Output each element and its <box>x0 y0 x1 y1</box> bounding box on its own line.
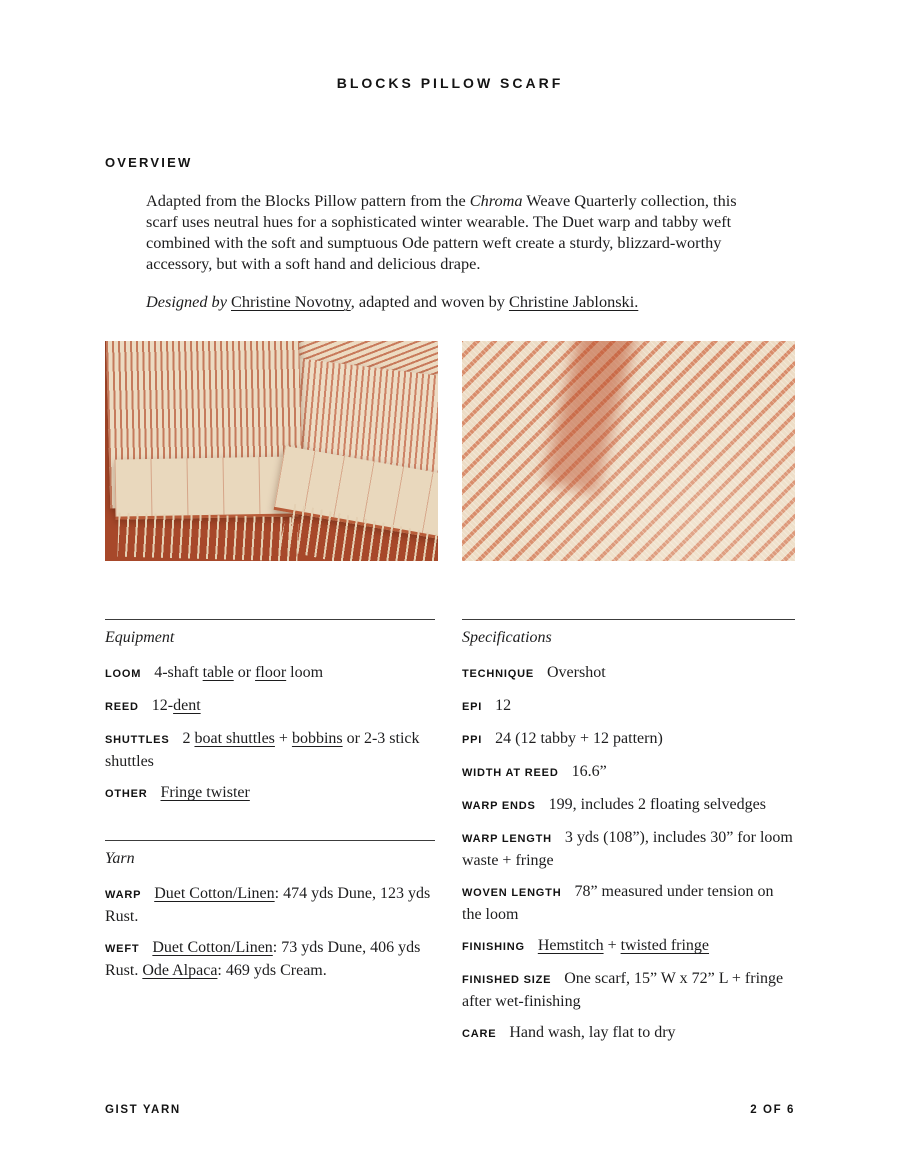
spec-label: FINISHED SIZE <box>462 974 552 986</box>
equipment-rows <box>105 662 435 805</box>
spec-row <box>462 1022 795 1045</box>
text-segment: 16.6” <box>571 763 607 780</box>
text-segment: : 73 yds Dune, 406 yds Rust. <box>105 939 421 979</box>
spec-value <box>572 763 607 780</box>
text-segment: 78” measured under tension on the loom <box>462 883 774 923</box>
spec-label: LOOM <box>105 668 142 680</box>
spec-row <box>462 695 795 718</box>
spec-label: EPI <box>462 701 483 713</box>
text-segment: loom <box>286 664 324 681</box>
text-segment: 12 <box>495 697 512 714</box>
spec-label: FINISHING <box>462 941 525 953</box>
weave-highlight <box>462 341 795 561</box>
byline-prefix: Designed by <box>146 292 231 311</box>
spec-row <box>105 695 435 718</box>
byline-mid: , adapted and woven by <box>350 292 509 311</box>
specifications-section <box>462 619 795 1045</box>
spec-label: WIDTH AT REED <box>462 767 559 779</box>
spec-label: WARP LENGTH <box>462 833 552 845</box>
text-segment: Overshot <box>546 664 606 681</box>
spec-value <box>105 939 420 979</box>
page-footer <box>105 1104 795 1116</box>
spec-row <box>105 662 435 685</box>
spec-label: WARP ENDS <box>462 800 536 812</box>
equipment-section <box>105 619 435 805</box>
overview-body <box>146 190 742 312</box>
inline-link[interactable]: Hemstitch <box>537 937 604 954</box>
text-segment: + <box>603 937 621 954</box>
yarn-rows <box>105 883 435 981</box>
spec-row <box>105 782 435 805</box>
overview-paragraph <box>146 190 742 274</box>
specifications-section-heading: Specifications <box>462 629 552 646</box>
spec-label: CARE <box>462 1028 497 1040</box>
spec-label: WOVEN LENGTH <box>462 887 562 899</box>
spec-label: PPI <box>462 734 483 746</box>
designer-link[interactable]: Christine Novotny <box>231 292 351 311</box>
text-segment: + <box>274 730 292 747</box>
text-segment: or <box>233 664 256 681</box>
text-segment: or 2-3 stick shuttles <box>105 730 420 770</box>
left-column <box>105 619 435 981</box>
spec-value <box>495 730 663 747</box>
yarn-section-heading: Yarn <box>105 850 135 867</box>
inline-link[interactable]: floor <box>255 664 287 681</box>
spec-value <box>509 1024 675 1041</box>
collection-name-italic: Chroma <box>469 191 523 210</box>
text-segment: 3 yds (108”), includes 30” for loom waste + fringe <box>462 829 793 869</box>
spec-row <box>462 794 795 817</box>
text-segment: Hand wash, lay flat to dry <box>509 1024 676 1041</box>
spec-row <box>462 827 795 871</box>
right-column <box>462 619 795 1045</box>
spec-value <box>547 664 606 681</box>
spec-label: SHUTTLES <box>105 734 170 746</box>
text-segment: : 469 yds Cream. <box>217 962 327 979</box>
byline <box>146 291 742 312</box>
spec-row <box>105 883 435 927</box>
inline-link[interactable]: Ode Alpaca <box>142 962 218 979</box>
text-segment: One scarf, 15” W x 72” L + fringe after wet-finishing <box>462 970 784 1010</box>
spec-label: WEFT <box>105 943 140 955</box>
inline-link[interactable]: twisted fringe <box>620 937 710 954</box>
text-segment: 24 (12 tabby + 12 pattern) <box>495 730 663 747</box>
weaver-link[interactable]: Christine Jablonski. <box>508 292 639 311</box>
scarf-photo <box>105 341 438 561</box>
inline-link[interactable]: Duet Cotton/Linen <box>154 885 275 902</box>
inline-link[interactable]: dent <box>173 697 201 714</box>
inline-link[interactable]: table <box>202 664 234 681</box>
specification-rows <box>462 662 795 1045</box>
spec-value <box>105 885 430 925</box>
inline-link[interactable]: bobbins <box>291 730 343 747</box>
text-segment: 12- <box>151 697 174 714</box>
spec-label: OTHER <box>105 788 148 800</box>
inline-link[interactable]: boat shuttles <box>194 730 275 747</box>
equipment-section-heading: Equipment <box>105 629 175 646</box>
inline-link[interactable]: Fringe twister <box>160 784 250 801</box>
spec-value <box>495 697 511 714</box>
spec-value <box>161 784 250 801</box>
footer-brand: GIST YARN <box>105 1104 181 1116</box>
spec-value <box>538 937 709 954</box>
text-segment: : 474 yds Dune, 123 yds Rust. <box>105 885 431 925</box>
spec-row <box>105 728 435 772</box>
scarf-cream-block-left <box>114 456 298 519</box>
paragraph-text: Adapted from the Blocks Pillow pattern from the <box>146 191 470 210</box>
text-segment: 4-shaft <box>154 664 203 681</box>
spec-row <box>105 937 435 981</box>
spec-columns <box>105 619 795 1045</box>
text-segment: 199, includes 2 floating selvedges <box>548 796 766 813</box>
spec-row <box>462 761 795 784</box>
spec-label: REED <box>105 701 139 713</box>
spec-value <box>549 796 766 813</box>
spec-label: TECHNIQUE <box>462 668 534 680</box>
overview-heading: OVERVIEW <box>105 155 193 170</box>
spec-row <box>462 662 795 685</box>
weave-closeup-photo <box>462 341 795 561</box>
yarn-section <box>105 840 435 981</box>
paragraph-text: Weave Quarterly collection, this scarf uses neutral hues for a sophisticated winter wearable. The Duet warp and tabby weft combined with the soft and sumptuous Ode pattern weft create a sturdy, blizzard-worthy accessory, but with a soft hand and delicious drape. <box>146 191 737 273</box>
footer-page-number: 2 OF 6 <box>750 1104 795 1116</box>
inline-link[interactable]: Duet Cotton/Linen <box>152 939 273 956</box>
photo-row <box>105 341 795 561</box>
spec-value <box>152 697 201 714</box>
scarf-fringe-left <box>118 512 299 561</box>
spec-row <box>462 935 795 958</box>
spec-row <box>462 881 795 925</box>
page-title: BLOCKS PILLOW SCARF <box>336 75 564 91</box>
spec-label: WARP <box>105 889 142 901</box>
text-segment: 2 <box>182 730 195 747</box>
spec-value <box>154 664 323 681</box>
spec-row <box>462 968 795 1012</box>
spec-row <box>462 728 795 751</box>
